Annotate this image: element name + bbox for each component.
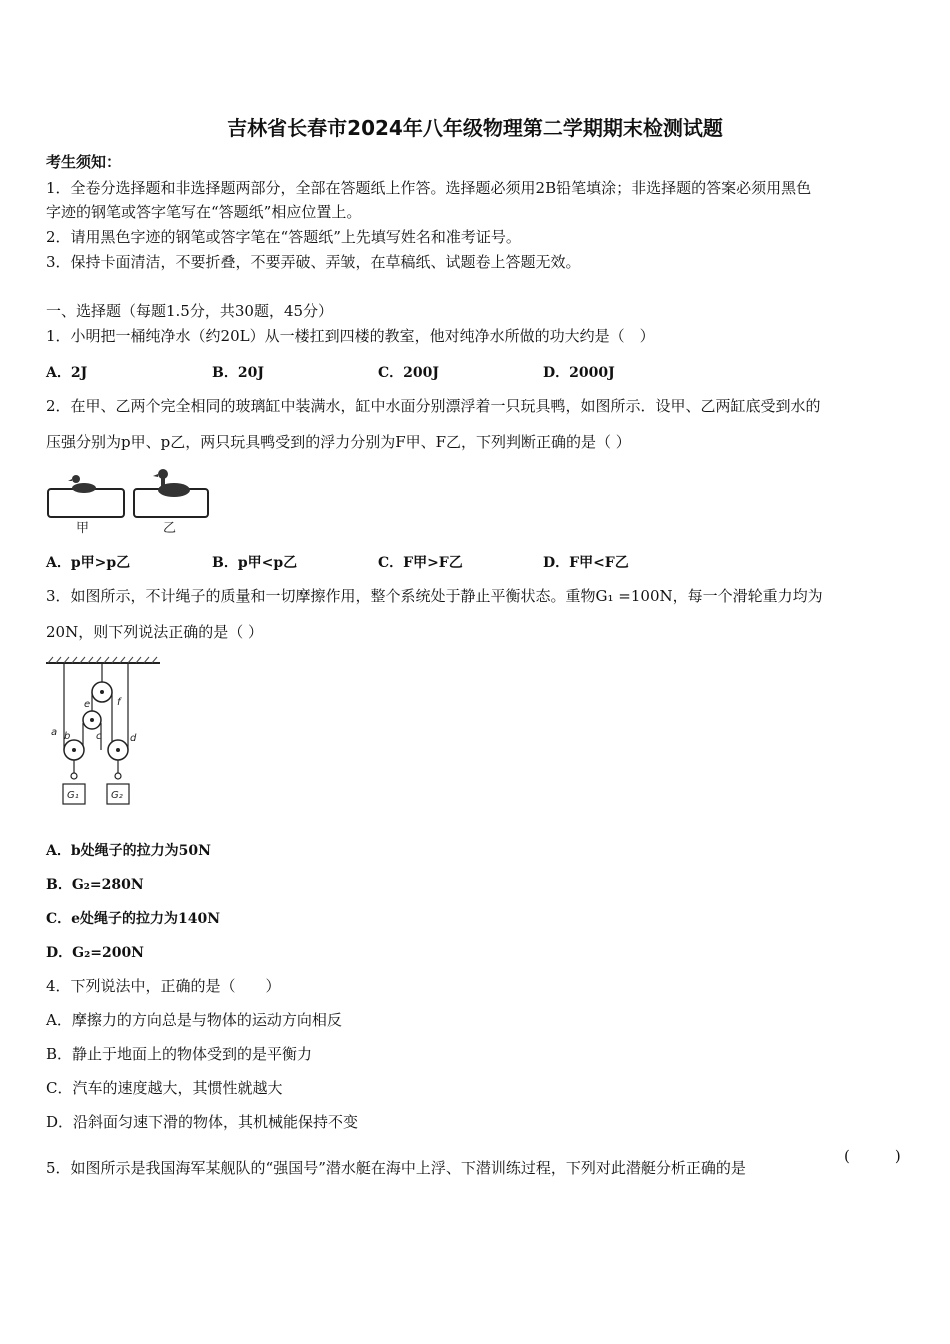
q4-option-c: C．汽车的速度越大，其惯性就越大 [46,1079,283,1097]
q3-option-d: D．G₂=200N [46,945,144,961]
q2-option-d: D．F甲<F乙 [543,555,629,571]
q4-stem: 4．下列说法中，正确的是（ ） [46,977,281,995]
notice-item-1: 1．全卷分选择题和非选择题两部分，全部在答题纸上作答。选择题必须用2B铅笔填涂；非选择题的答案必须用黑色 [46,179,812,197]
q4-option-a: A．摩擦力的方向总是与物体的运动方向相反 [46,1011,342,1029]
label-a: a [51,727,58,738]
tank-label-jia: 甲 [76,521,90,536]
notice-item-1-cont: 字迹的钢笔或答字笔写在“答题纸”相应位置上。 [46,203,362,221]
tank-label-yi: 乙 [163,521,177,536]
label-f: f [117,697,121,708]
label-b: b [64,731,71,742]
q5-answer-bracket: ( ) [844,1147,901,1165]
notice-item-3: 3．保持卡面清洁，不要折叠，不要弄破、弄皱，在草稿纸、试题卷上答题无效。 [46,253,581,271]
q1-option-d: D．2000J [543,365,615,381]
q1-option-c: C．200J [378,365,439,381]
q1-stem: 1．小明把一桶纯净水（约20L）从一楼扛到四楼的教室，他对纯净水所做的功大约是（ ） [46,327,655,345]
label-d: d [130,733,137,744]
q5-stem: 5．如图所示是我国海军某舰队的“强国号”潜水艇在海中上浮、下潜训练过程，下列对此潜艇分析正确的是 [46,1159,746,1177]
duck-tanks-figure [44,466,214,538]
q2-option-a: A．p甲>p乙 [46,555,131,571]
notice-heading: 考生须知： [46,153,122,171]
label-g1: G₁ [67,790,79,801]
q1-option-b: B．20J [212,365,264,381]
q3-option-c: C．e处绳子的拉力为140N [46,911,221,927]
q1-option-a: A．2J [46,365,88,381]
q3-option-a: A．b处绳子的拉力为50N [46,843,211,859]
pulley-system-figure [44,655,164,810]
page-title: 吉林省长春市2024年八年级物理第二学期期末检测试题 [227,116,723,140]
q2-stem-line2: 压强分别为p甲、p乙，两只玩具鸭受到的浮力分别为F甲、F乙，下列判断正确的是（ ） [46,433,631,451]
q2-option-b: B．p甲<p乙 [212,555,298,571]
q4-option-d: D．沿斜面匀速下滑的物体，其机械能保持不变 [46,1113,359,1131]
q4-option-b: B．静止于地面上的物体受到的是平衡力 [46,1045,313,1063]
label-e: e [84,699,91,710]
q3-option-b: B．G₂=280N [46,877,144,893]
q2-option-c: C．F甲>F乙 [378,555,463,571]
notice-item-2: 2．请用黑色字迹的钢笔或答字笔在“答题纸”上先填写姓名和准考证号。 [46,228,521,246]
q3-stem-line2: 20N，则下列说法正确的是（ ） [46,623,263,641]
section-heading: 一、选择题（每题1.5分，共30题，45分） [46,302,334,320]
q2-stem-line1: 2．在甲、乙两个完全相同的玻璃缸中装满水，缸中水面分别漂浮着一只玩具鸭，如图所示．设甲、乙两缸底受到水的 [46,397,821,415]
q3-stem-line1: 3．如图所示，不计绳子的质量和一切摩擦作用，整个系统处于静止平衡状态。重物G₁ =100N，每一个滑轮重力均为 [46,587,823,605]
label-c: c [96,731,102,742]
label-g2: G₂ [111,790,123,801]
